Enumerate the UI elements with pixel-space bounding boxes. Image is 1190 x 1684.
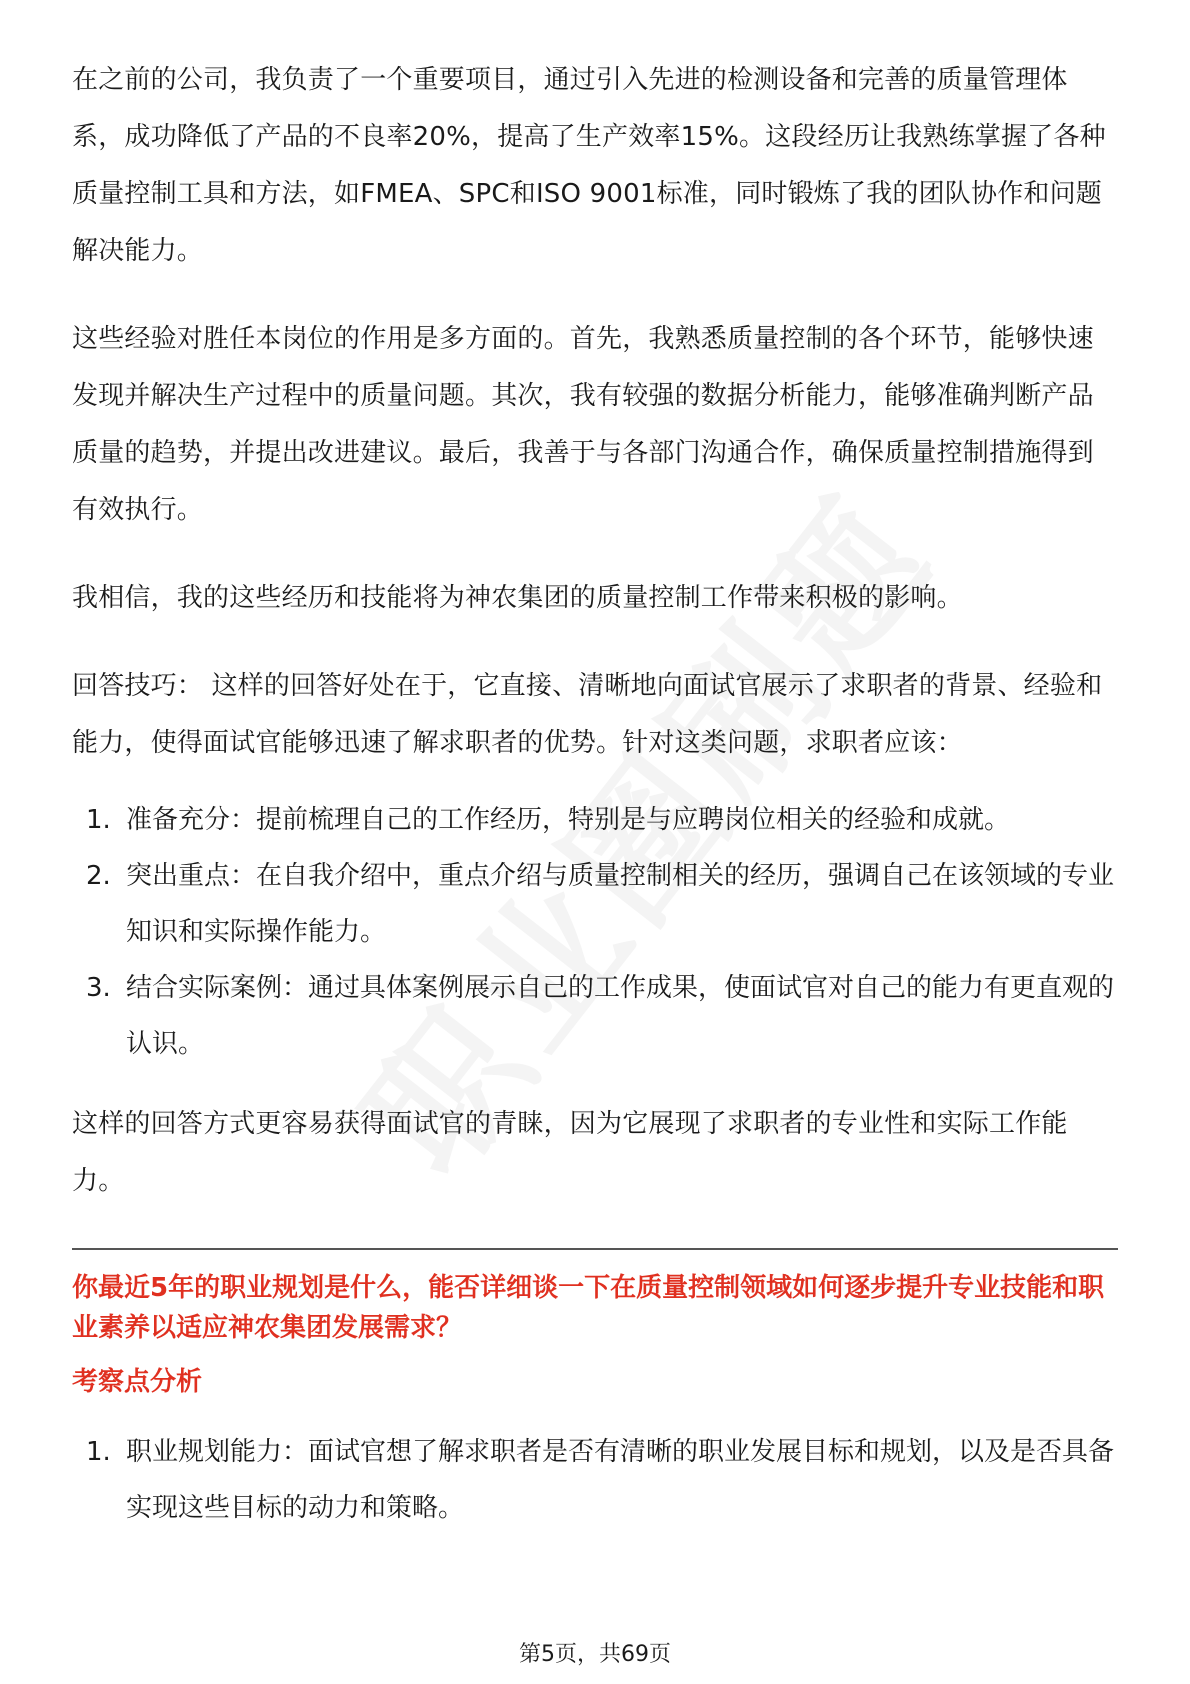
list-item-text: 职业规划能力：面试官想了解求职者是否有清晰的职业发展目标和规划，以及是否具备实现这些目标的动力和策略。 (126, 1437, 1115, 1523)
list-item (72, 960, 1118, 1072)
list-item (72, 792, 1118, 848)
list-item (72, 848, 1118, 960)
list-item-text: 准备充分：提前梳理自己的工作经历，特别是与应聘岗位相关的经验和成就。 (126, 805, 1011, 835)
list-item (72, 1424, 1118, 1536)
list-item-text: 结合实际案例：通过具体案例展示自己的工作成果，使面试官对自己的能力有更直观的认识。 (126, 973, 1115, 1059)
page-number: 第5页，共69页 (519, 1642, 671, 1667)
tips-list (72, 792, 1118, 1072)
paragraph-summary: 这样的回答方式更容易获得面试官的青睐，因为它展现了求职者的专业性和实际工作能力。 (72, 1109, 1068, 1196)
paragraph-experience: 在之前的公司，我负责了一个重要项目，通过引入先进的检测设备和完善的质量管理体系，成功降低了产品的不良率20%，提高了生产效率15%。这段经历让我熟练掌握了各种质量控制工具和方法，如FMEA、SPC和ISO 9001标准，同时锻炼了我的团队协作和问题解决能力。 (72, 65, 1106, 266)
question-heading: 你最近5年的职业规划是什么，能否详细谈一下在质量控制领域如何逐步提升专业技能和职业素养以适应神农集团发展需求？ (72, 1273, 1105, 1343)
list-number: 3. (86, 973, 111, 1003)
list-number: 1. (86, 805, 111, 835)
analysis-subheading: 考察点分析 (72, 1367, 203, 1397)
analysis-points-list (72, 1424, 1118, 1536)
paragraph-conclusion: 我相信，我的这些经历和技能将为神农集团的质量控制工作带来积极的影响。 (72, 583, 963, 613)
document-page (72, 52, 1118, 1536)
list-number: 2. (86, 861, 111, 891)
list-item-text: 突出重点：在自我介绍中，重点介绍与质量控制相关的经历，强调自己在该领域的专业知识和实际操作能力。 (126, 861, 1115, 947)
paragraph-answer-tips: 回答技巧： 这样的回答好处在于，它直接、清晰地向面试官展示了求职者的背景、经验和能力，使得面试官能够迅速了解求职者的优势。针对这类问题，求职者应该： (72, 671, 1103, 758)
page-footer (0, 1640, 1190, 1670)
paragraph-benefits: 这些经验对胜任本岗位的作用是多方面的。首先，我熟悉质量控制的各个环节，能够快速发现并解决生产过程中的质量问题。其次，我有较强的数据分析能力，能够准确判断产品质量的趋势，并提出改进建议。最后，我善于与各部门沟通合作，确保质量控制措施得到有效执行。 (72, 324, 1094, 525)
list-number: 1. (86, 1437, 111, 1467)
